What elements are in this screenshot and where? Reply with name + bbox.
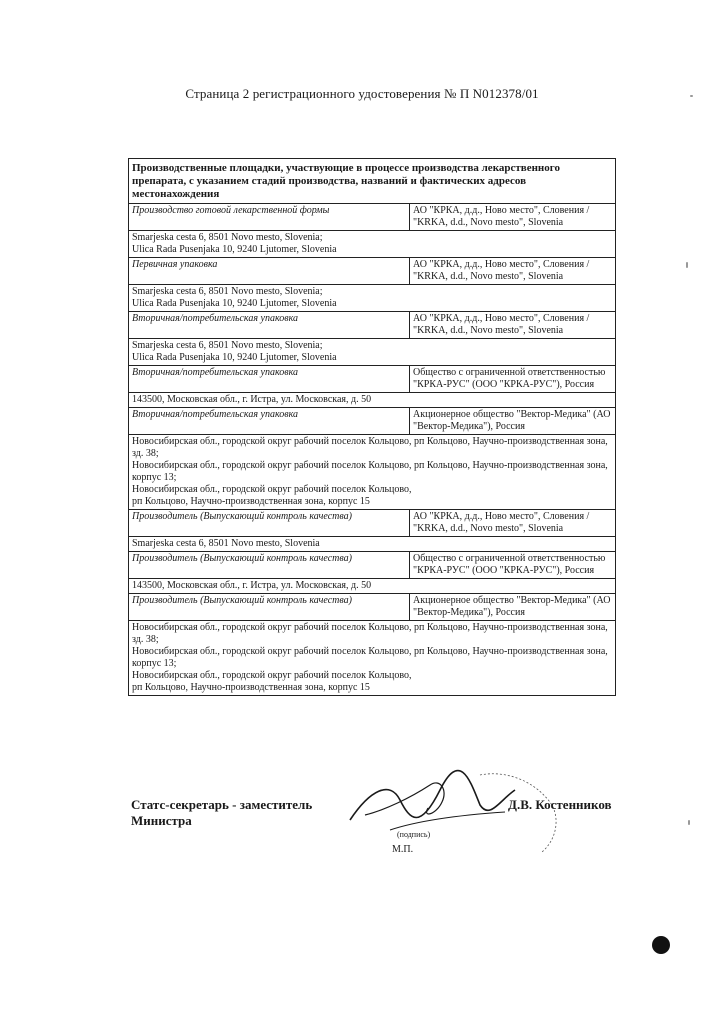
address-line: Ulica Rada Pusenjaka 10, 9240 Ljutomer, Slovenia (132, 298, 337, 309)
manufacturer-name: Общество с ограниченной ответственностью "КРКА-РУС" (ООО "КРКА-РУС"), Россия (410, 366, 616, 393)
address-line: Smarjeska cesta 6, 8501 Novo mesto, Slovenia (132, 538, 320, 549)
address-line: Новосибирская обл., городской округ рабочий поселок Кольцово, рп Кольцово, Научно-производственная зона, корпус 13; (132, 460, 608, 483)
table-heading: Производственные площадки, участвующие в процессе производства лекарственного препарата, с указанием стадий производства, названий и фактических адресов местонахождения (129, 159, 616, 204)
address-line: Новосибирская обл., городской округ рабочий поселок Кольцово, рп Кольцово, Научно-производственная зона, зд. 38; (132, 622, 608, 645)
address-line: Ulica Rada Pusenjaka 10, 9240 Ljutomer, Slovenia (132, 244, 337, 255)
stage-row (129, 552, 616, 579)
address-line: Smarjeska cesta 6, 8501 Novo mesto, Slovenia; (132, 232, 323, 243)
address-line: 143500, Московская обл., г. Истра, ул. Московская, д. 50 (132, 580, 372, 591)
stage-row (129, 312, 616, 339)
signatory-name: Д.В. Костенников (508, 797, 612, 812)
stage-row (129, 594, 616, 621)
manufacturer-name: Акционерное общество "Вектор-Медика" (АО "Вектор-Медика"), Россия (410, 408, 616, 435)
address-row (129, 435, 616, 510)
stage-row (129, 510, 616, 537)
address-line: рп Кольцово, Научно-производственная зона, корпус 15 (132, 496, 370, 507)
address-row (129, 621, 616, 696)
production-stage: Производитель (Выпускающий контроль качества) (129, 552, 410, 579)
site-address (129, 621, 616, 696)
site-address (129, 393, 616, 408)
address-row (129, 393, 616, 408)
punch-hole-mark (652, 936, 670, 954)
table-heading-row (129, 159, 616, 204)
address-row (129, 339, 616, 366)
address-line: Новосибирская обл., городской округ рабочий поселок Кольцово, рп Кольцово, Научно-производственная зона, корпус 13; (132, 646, 608, 669)
table-body (129, 159, 616, 696)
manufacturer-name: Общество с ограниченной ответственностью "КРКА-РУС" (ООО "КРКА-РУС"), Россия (410, 552, 616, 579)
manufacturer-name: АО "КРКА, д.д., Ново место", Словения / "KRKA, d.d., Novo mesto", Slovenia (410, 312, 616, 339)
address-line: 143500, Московская обл., г. Истра, ул. Московская, д. 50 (132, 394, 372, 405)
manufacturer-name: АО "КРКА, д.д., Ново место", Словения / "KRKA, d.d., Novo mesto", Slovenia (410, 204, 616, 231)
address-row (129, 231, 616, 258)
scan-speck (686, 262, 688, 268)
address-row (129, 579, 616, 594)
production-stage: Производство готовой лекарственной формы (129, 204, 410, 231)
signature-caption: (подпись) (397, 830, 431, 839)
address-line: Smarjeska cesta 6, 8501 Novo mesto, Slovenia; (132, 286, 323, 297)
address-line: Smarjeska cesta 6, 8501 Novo mesto, Slovenia; (132, 340, 323, 351)
address-line: рп Кольцово, Научно-производственная зона, корпус 15 (132, 682, 370, 693)
signatory-role (131, 797, 331, 829)
page-title: Страница 2 регистрационного удостоверения № П N012378/01 (185, 86, 539, 101)
stamp-placeholder: М.П. (392, 844, 414, 855)
site-address (129, 537, 616, 552)
site-address (129, 285, 616, 312)
address-line: Новосибирская обл., городской округ рабочий поселок Кольцово, рп Кольцово, Научно-производственная зона, зд. 38; (132, 436, 608, 459)
stage-row (129, 258, 616, 285)
site-address (129, 435, 616, 510)
scan-speck (690, 95, 693, 97)
stage-row (129, 366, 616, 393)
site-address (129, 339, 616, 366)
address-line: Новосибирская обл., городской округ рабочий поселок Кольцово, (132, 670, 412, 681)
stage-row (129, 204, 616, 231)
site-address (129, 231, 616, 258)
production-stage: Вторичная/потребительская упаковка (129, 408, 410, 435)
scan-speck (688, 820, 690, 825)
address-row (129, 537, 616, 552)
manufacturer-name: АО "КРКА, д.д., Ново место", Словения / "KRKA, d.d., Novo mesto", Slovenia (410, 510, 616, 537)
production-stage: Производитель (Выпускающий контроль качества) (129, 594, 410, 621)
address-line: Новосибирская обл., городской округ рабочий поселок Кольцово, (132, 484, 412, 495)
production-stage: Производитель (Выпускающий контроль качества) (129, 510, 410, 537)
address-row (129, 285, 616, 312)
production-sites-table (128, 158, 616, 696)
signatory-role-line2: Министра (131, 813, 192, 828)
site-address (129, 579, 616, 594)
production-stage: Первичная упаковка (129, 258, 410, 285)
stage-row (129, 408, 616, 435)
production-stage: Вторичная/потребительская упаковка (129, 366, 410, 393)
production-stage: Вторичная/потребительская упаковка (129, 312, 410, 339)
address-line: Ulica Rada Pusenjaka 10, 9240 Ljutomer, Slovenia (132, 352, 337, 363)
manufacturer-name: АО "КРКА, д.д., Ново место", Словения / "KRKA, d.d., Novo mesto", Slovenia (410, 258, 616, 285)
manufacturer-name: Акционерное общество "Вектор-Медика" (АО "Вектор-Медика"), Россия (410, 594, 616, 621)
signatory-role-line1: Статс-секретарь - заместитель (131, 797, 313, 812)
